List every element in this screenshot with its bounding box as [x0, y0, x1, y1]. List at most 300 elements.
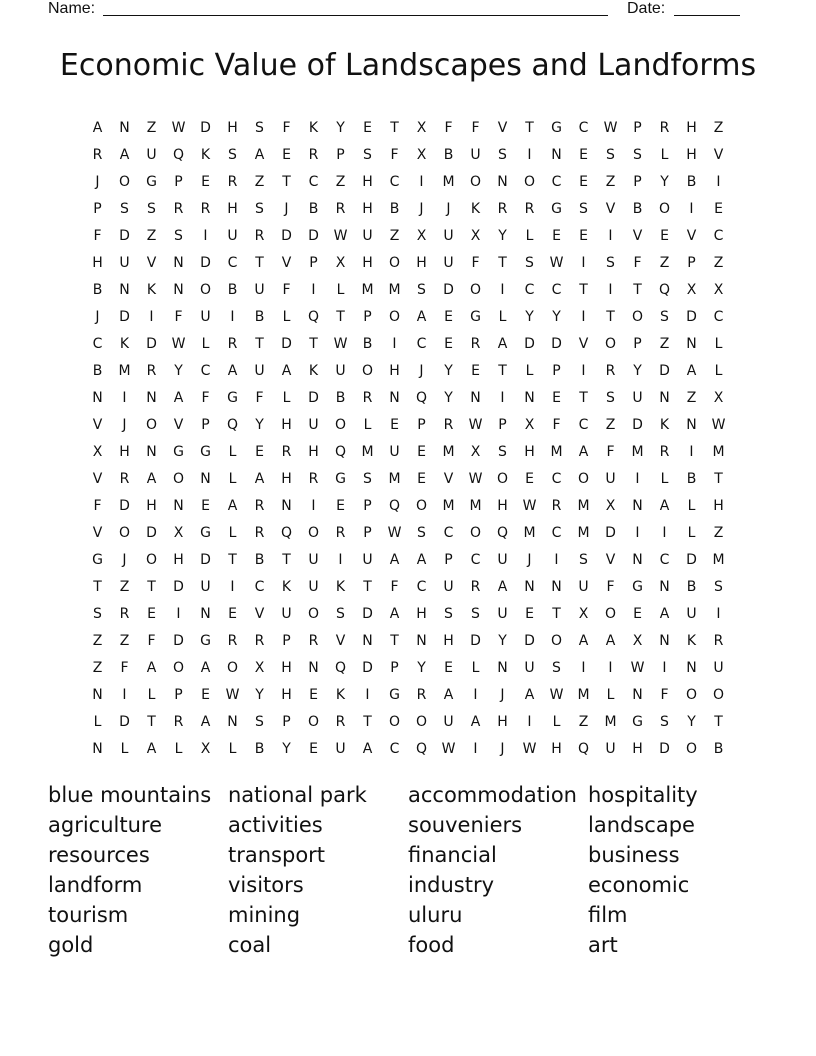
grid-letter: W	[333, 227, 348, 244]
grid-letter: O	[415, 497, 428, 514]
grid-letter: G	[146, 173, 157, 190]
grid-letter: T	[255, 254, 264, 271]
grid-letter: Z	[578, 713, 589, 730]
grid-letter: P	[498, 416, 507, 433]
grid-letter: U	[497, 551, 508, 568]
grid-letter: F	[93, 227, 102, 244]
grid-letter: A	[659, 497, 670, 514]
grid-letter: H	[227, 119, 238, 136]
grid-letter: H	[362, 173, 373, 190]
grid-letter: E	[444, 659, 453, 676]
grid-letter: K	[335, 686, 346, 703]
grid-letter: N	[173, 497, 184, 514]
grid-letter: E	[147, 605, 156, 622]
word-bank-item: blue mountains	[48, 783, 212, 807]
grid-letter: K	[335, 578, 346, 595]
grid-letter: X	[524, 416, 535, 433]
grid-letter: U	[146, 146, 157, 163]
grid-letter: P	[444, 551, 453, 568]
grid-letter: B	[443, 146, 454, 163]
grid-letter: A	[146, 740, 157, 757]
grid-letter: W	[522, 740, 537, 757]
grid-letter: S	[498, 443, 507, 460]
word-bank-item: souveniers	[408, 813, 523, 837]
grid-letter: L	[336, 281, 345, 298]
grid-letter: F	[93, 497, 102, 514]
grid-letter: D	[470, 632, 481, 649]
grid-letter: U	[605, 470, 616, 487]
grid-letter: L	[471, 659, 480, 676]
grid-letter: R	[605, 362, 616, 379]
grid-letter: C	[416, 335, 427, 352]
grid-letter: D	[308, 227, 319, 244]
grid-letter: T	[606, 308, 615, 325]
grid-letter: C	[200, 362, 211, 379]
grid-letter: P	[552, 362, 561, 379]
grid-letter: T	[552, 605, 561, 622]
grid-letter: E	[714, 200, 723, 217]
grid-letter: N	[281, 497, 292, 514]
grid-letter: A	[578, 443, 589, 460]
grid-letter: Y	[660, 173, 669, 190]
grid-letter: C	[713, 227, 724, 244]
grid-letter: P	[282, 713, 291, 730]
grid-letter: S	[363, 470, 372, 487]
grid-letter: E	[336, 497, 345, 514]
grid-letter: M	[577, 524, 590, 541]
grid-letter: Y	[444, 389, 453, 406]
grid-letter: Q	[226, 416, 239, 433]
grid-letter: F	[606, 578, 615, 595]
grid-letter: X	[713, 389, 724, 406]
grid-letter: O	[307, 524, 320, 541]
grid-letter: R	[254, 227, 265, 244]
word-bank-item: industry	[408, 873, 495, 897]
grid-letter: B	[632, 200, 643, 217]
grid-letter: U	[713, 659, 724, 676]
word-bank-item: film	[588, 903, 628, 927]
grid-letter: I	[581, 362, 586, 379]
grid-letter: S	[579, 551, 588, 568]
grid-letter: A	[389, 605, 400, 622]
grid-letter: D	[281, 335, 292, 352]
grid-letter: M	[442, 173, 455, 190]
grid-letter: R	[308, 146, 319, 163]
grid-letter: E	[552, 227, 561, 244]
grid-letter: I	[392, 335, 397, 352]
grid-letter: U	[308, 578, 319, 595]
grid-letter: U	[362, 551, 373, 568]
grid-letter: J	[95, 173, 100, 190]
grid-letter: D	[119, 713, 130, 730]
grid-letter: W	[549, 254, 564, 271]
grid-letter: S	[255, 119, 264, 136]
grid-letter: I	[716, 605, 721, 622]
grid-letter: T	[228, 551, 237, 568]
grid-letter: N	[146, 389, 157, 406]
grid-letter: A	[173, 389, 184, 406]
grid-letter: T	[498, 362, 507, 379]
grid-letter: Y	[255, 416, 264, 433]
grid-letter: R	[308, 470, 319, 487]
grid-letter: H	[281, 686, 292, 703]
grid-letter: Y	[633, 362, 642, 379]
grid-letter: Z	[119, 578, 130, 595]
grid-letter: S	[93, 605, 102, 622]
word-bank-item: hospitality	[588, 783, 698, 807]
grid-letter: E	[363, 119, 372, 136]
grid-letter: H	[686, 119, 697, 136]
grid-letter: H	[632, 740, 643, 757]
grid-letter: V	[497, 119, 508, 136]
grid-letter: R	[254, 632, 265, 649]
grid-letter: I	[581, 254, 586, 271]
grid-letter: O	[388, 308, 401, 325]
grid-letter: I	[473, 686, 478, 703]
grid-letter: C	[551, 524, 562, 541]
grid-letter: N	[119, 281, 130, 298]
grid-letter: J	[500, 740, 505, 757]
grid-letter: P	[174, 173, 183, 190]
grid-letter: B	[686, 470, 697, 487]
grid-letter: J	[446, 200, 451, 217]
grid-letter: E	[552, 389, 561, 406]
grid-letter: K	[308, 362, 319, 379]
grid-letter: G	[200, 443, 211, 460]
grid-letter: Z	[605, 173, 616, 190]
grid-letter: V	[632, 227, 643, 244]
grid-letter: V	[443, 470, 454, 487]
grid-letter: E	[390, 416, 399, 433]
grid-letter: H	[362, 200, 373, 217]
grid-letter: N	[308, 659, 319, 676]
grid-letter: T	[363, 713, 372, 730]
grid-letter: H	[308, 443, 319, 460]
grid-letter: U	[524, 659, 535, 676]
grid-letter: O	[415, 713, 428, 730]
grid-letter: L	[228, 443, 237, 460]
grid-letter: R	[227, 632, 238, 649]
grid-letter: C	[389, 173, 400, 190]
grid-letter: Z	[146, 227, 157, 244]
grid-letter: U	[362, 227, 373, 244]
grid-letter: T	[390, 119, 399, 136]
grid-letter: L	[525, 362, 534, 379]
grid-letter: B	[713, 740, 724, 757]
grid-letter: U	[686, 605, 697, 622]
grid-letter: T	[579, 281, 588, 298]
word-bank-item: economic	[588, 873, 690, 897]
grid-letter: U	[308, 551, 319, 568]
grid-letter: C	[470, 551, 481, 568]
grid-letter: E	[309, 686, 318, 703]
grid-letter: R	[713, 632, 724, 649]
grid-letter: U	[200, 308, 211, 325]
grid-letter: G	[551, 200, 562, 217]
grid-letter: R	[416, 686, 427, 703]
grid-letter: P	[633, 335, 642, 352]
grid-letter: E	[417, 470, 426, 487]
grid-letter: Q	[388, 497, 401, 514]
grid-letter: D	[308, 389, 319, 406]
grid-letter: G	[335, 470, 346, 487]
grid-letter: V	[92, 416, 103, 433]
grid-letter: E	[444, 308, 453, 325]
grid-letter: S	[606, 254, 615, 271]
grid-letter: N	[92, 686, 103, 703]
grid-letter: K	[686, 632, 697, 649]
grid-letter: S	[120, 200, 129, 217]
grid-letter: T	[714, 713, 723, 730]
grid-letter: C	[578, 416, 589, 433]
grid-letter: E	[228, 605, 237, 622]
grid-letter: L	[498, 308, 507, 325]
grid-letter: X	[605, 497, 616, 514]
grid-letter: Y	[255, 686, 264, 703]
grid-letter: Z	[713, 119, 724, 136]
grid-letter: D	[146, 524, 157, 541]
grid-letter: Y	[498, 227, 507, 244]
grid-letter: B	[686, 578, 697, 595]
grid-letter: F	[282, 119, 291, 136]
grid-letter: R	[254, 524, 265, 541]
grid-letter: W	[549, 686, 564, 703]
grid-letter: H	[119, 443, 130, 460]
grid-letter: D	[686, 551, 697, 568]
grid-letter: E	[255, 443, 264, 460]
grid-letter: L	[660, 470, 669, 487]
grid-letter: M	[361, 281, 374, 298]
grid-letter: O	[685, 686, 698, 703]
word-bank-item: visitors	[228, 873, 304, 897]
grid-letter: I	[716, 173, 721, 190]
grid-letter: H	[443, 632, 454, 649]
grid-letter: R	[335, 524, 346, 541]
grid-letter: I	[689, 443, 694, 460]
grid-letter: L	[201, 335, 210, 352]
grid-letter: E	[282, 146, 291, 163]
grid-letter: A	[254, 146, 265, 163]
grid-letter: U	[281, 605, 292, 622]
grid-letter: O	[172, 659, 185, 676]
grid-letter: E	[201, 173, 210, 190]
grid-letter: U	[227, 227, 238, 244]
grid-letter: G	[200, 632, 211, 649]
grid-letter: E	[579, 173, 588, 190]
grid-letter: K	[146, 281, 157, 298]
grid-letter: M	[523, 524, 536, 541]
grid-letter: P	[633, 119, 642, 136]
grid-letter: Z	[713, 254, 724, 271]
grid-letter: V	[92, 524, 103, 541]
grid-letter: N	[524, 389, 535, 406]
grid-letter: D	[686, 308, 697, 325]
grid-letter: B	[254, 740, 265, 757]
grid-letter: U	[389, 443, 400, 460]
grid-letter: D	[659, 362, 670, 379]
grid-letter: X	[335, 254, 346, 271]
grid-letter: W	[630, 659, 645, 676]
grid-letter: F	[201, 389, 210, 406]
grid-letter: O	[523, 173, 536, 190]
grid-letter: I	[176, 605, 181, 622]
grid-letter: W	[468, 470, 483, 487]
grid-letter: A	[227, 362, 238, 379]
grid-letter: A	[497, 578, 508, 595]
grid-letter: N	[362, 632, 373, 649]
grid-letter: W	[171, 119, 186, 136]
grid-letter: W	[171, 335, 186, 352]
word-bank	[48, 780, 768, 960]
grid-letter: M	[712, 551, 725, 568]
grid-letter: R	[227, 173, 238, 190]
grid-letter: O	[334, 416, 347, 433]
grid-letter: L	[525, 227, 534, 244]
grid-letter: K	[281, 578, 292, 595]
grid-letter: D	[119, 497, 130, 514]
grid-letter: X	[632, 632, 643, 649]
grid-letter: N	[389, 389, 400, 406]
grid-letter: Y	[552, 308, 561, 325]
grid-letter: U	[443, 578, 454, 595]
grid-letter: T	[147, 578, 156, 595]
grid-letter: R	[497, 200, 508, 217]
grid-letter: B	[254, 308, 265, 325]
grid-letter: V	[713, 146, 724, 163]
grid-letter: M	[118, 362, 131, 379]
grid-letter: I	[122, 686, 127, 703]
grid-letter: O	[226, 659, 239, 676]
grid-letter: A	[416, 551, 427, 568]
word-bank-item: activities	[228, 813, 323, 837]
grid-letter: I	[230, 308, 235, 325]
grid-letter: Q	[415, 389, 428, 406]
grid-letter: L	[282, 308, 291, 325]
grid-letter: E	[201, 686, 210, 703]
grid-letter: R	[227, 335, 238, 352]
grid-letter: U	[254, 281, 265, 298]
grid-letter: N	[119, 119, 130, 136]
grid-letter: H	[497, 713, 508, 730]
grid-letter: E	[525, 605, 534, 622]
grid-letter: D	[173, 578, 184, 595]
word-search-grid	[84, 114, 732, 762]
word-bank-item: transport	[228, 843, 326, 867]
grid-letter: X	[686, 281, 697, 298]
grid-letter: U	[308, 416, 319, 433]
grid-letter: I	[608, 227, 613, 244]
grid-letter: L	[120, 740, 129, 757]
grid-letter: X	[92, 443, 103, 460]
grid-letter: B	[227, 281, 238, 298]
grid-letter: W	[225, 686, 240, 703]
grid-letter: I	[365, 686, 370, 703]
grid-letter: R	[659, 443, 670, 460]
grid-letter: I	[338, 551, 343, 568]
grid-letter: T	[498, 254, 507, 271]
grid-letter: V	[605, 551, 616, 568]
grid-letter: H	[281, 659, 292, 676]
grid-letter: J	[284, 200, 289, 217]
grid-letter: O	[361, 362, 374, 379]
grid-letter: R	[92, 146, 103, 163]
grid-letter: J	[527, 551, 532, 568]
grid-letter: Z	[254, 173, 265, 190]
grid-letter: V	[281, 254, 292, 271]
grid-letter: D	[281, 227, 292, 244]
grid-letter: U	[443, 254, 454, 271]
grid-letter: B	[686, 173, 697, 190]
grid-letter: S	[714, 578, 723, 595]
grid-letter: H	[281, 416, 292, 433]
grid-letter: C	[578, 119, 589, 136]
grid-letter: M	[712, 443, 725, 460]
grid-letter: F	[552, 416, 561, 433]
grid-letter: F	[471, 254, 480, 271]
grid-letter: I	[500, 389, 505, 406]
grid-letter: P	[633, 173, 642, 190]
grid-letter: F	[606, 443, 615, 460]
grid-letter: V	[146, 254, 157, 271]
grid-letter: C	[551, 281, 562, 298]
grid-letter: E	[309, 740, 318, 757]
grid-letter: N	[632, 551, 643, 568]
word-bank-item: financial	[408, 843, 497, 867]
grid-letter: X	[173, 524, 184, 541]
grid-letter: T	[390, 632, 399, 649]
grid-letter: M	[388, 281, 401, 298]
grid-letter: A	[254, 470, 265, 487]
grid-letter: D	[551, 335, 562, 352]
grid-letter: V	[605, 200, 616, 217]
word-bank-item: coal	[228, 933, 272, 957]
grid-letter: X	[578, 605, 589, 622]
word-bank-item: uluru	[408, 903, 463, 927]
grid-letter: O	[604, 335, 617, 352]
grid-letter: O	[469, 173, 482, 190]
grid-letter: S	[255, 200, 264, 217]
grid-letter: J	[122, 416, 127, 433]
grid-letter: I	[419, 173, 424, 190]
grid-letter: H	[173, 551, 184, 568]
grid-letter: A	[92, 119, 103, 136]
worksheet-header	[48, 0, 740, 20]
grid-letter: I	[203, 227, 208, 244]
date-blank-line	[674, 15, 740, 16]
grid-letter: G	[200, 524, 211, 541]
grid-letter: U	[119, 254, 130, 271]
grid-letter: U	[578, 578, 589, 595]
grid-letter: X	[416, 227, 427, 244]
grid-letter: G	[551, 119, 562, 136]
grid-letter: V	[686, 227, 697, 244]
grid-letter: X	[470, 227, 481, 244]
word-bank-item: gold	[48, 933, 94, 957]
grid-letter: S	[498, 146, 507, 163]
grid-letter: Q	[334, 659, 347, 676]
word-bank-item: business	[588, 843, 680, 867]
grid-letter: E	[525, 470, 534, 487]
grid-letter: O	[118, 524, 131, 541]
grid-letter: R	[281, 443, 292, 460]
grid-letter: O	[658, 200, 671, 217]
grid-letter: H	[497, 497, 508, 514]
grid-letter: S	[228, 146, 237, 163]
grid-letter: R	[119, 605, 130, 622]
grid-letter: Q	[307, 308, 320, 325]
grid-letter: H	[713, 497, 724, 514]
grid-letter: R	[335, 713, 346, 730]
